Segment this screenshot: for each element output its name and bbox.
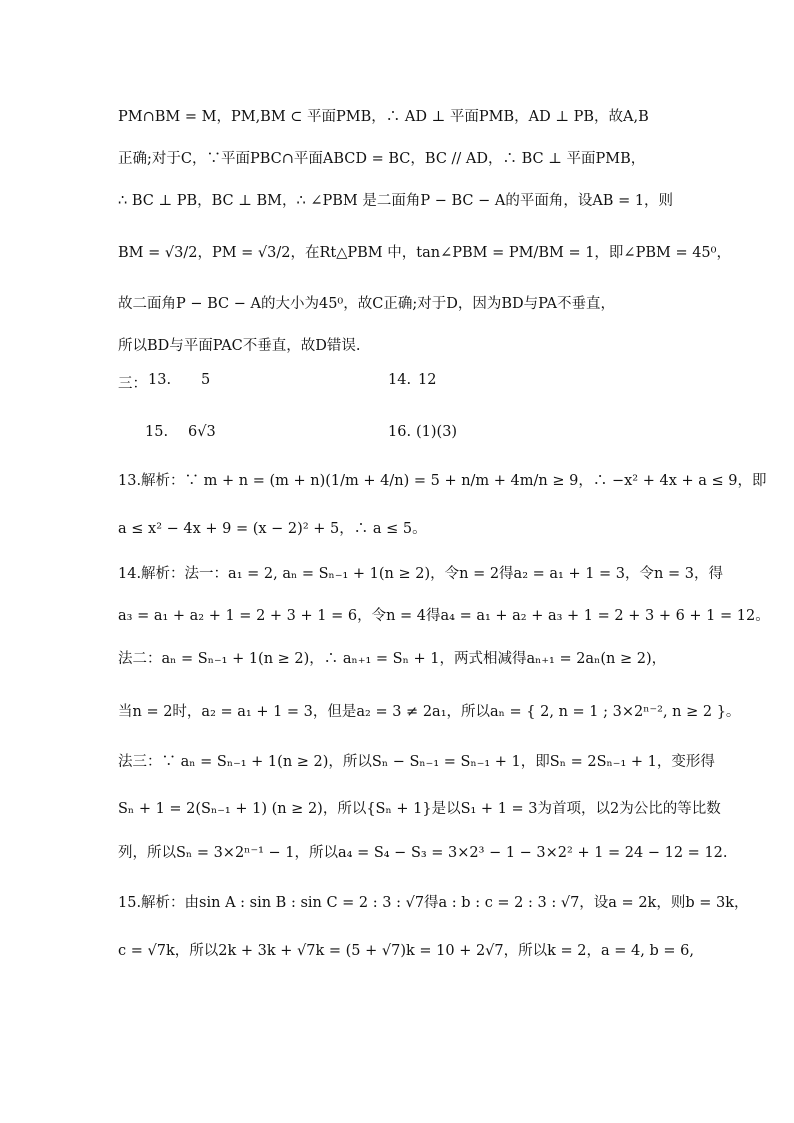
answer-14-number: 14.	[388, 372, 412, 388]
text-line-15-2: c = √7k，所以2k + 3k + √7k = (5 + √7)k = 10 + 2√7，所以k = 2，a = 4, b = 6,	[118, 943, 694, 959]
text-line-5: 故二面角P − BC − A的大小为45⁰，故C正确;对于D，因为BD与PA不垂直，	[118, 296, 616, 312]
text-line-3: ∴ BC ⊥ PB，BC ⊥ BM，∴ ∠PBM 是二面角P − BC − A的平面角，设AB = 1，则	[118, 193, 674, 209]
text-line-14-6: Sₙ + 1 = 2(Sₙ₋₁ + 1) (n ≥ 2)，所以{Sₙ + 1}是以S₁ + 1 = 3为首项，以2为公比的等比数	[118, 801, 721, 817]
answer-14-value: 12	[418, 372, 437, 388]
text-line-14-7: 列，所以Sₙ = 3×2ⁿ⁻¹ − 1，所以a₄ = S₄ − S₃ = 3×2³ − 1 − 3×2² + 1 = 24 − 12 = 12.	[118, 845, 728, 861]
answers-section-label: 三：	[118, 376, 147, 392]
text-line-4: BM = √3/2，PM = √3/2，在Rt△PBM 中，tan∠PBM = PM/BM = 1，即∠PBM = 45⁰，	[118, 245, 731, 261]
text-line-14-3: 法二：aₙ = Sₙ₋₁ + 1(n ≥ 2)，∴ aₙ₊₁ = Sₙ + 1，两式相减得aₙ₊₁ = 2aₙ(n ≥ 2)，	[118, 651, 667, 667]
text-line-13-2: a ≤ x² − 4x + 9 = (x − 2)² + 5，∴ a ≤ 5。	[118, 521, 427, 537]
answer-13-value: 5	[201, 372, 211, 388]
text-line-14-2: a₃ = a₁ + a₂ + 1 = 2 + 3 + 1 = 6，令n = 4得a₄ = a₁ + a₂ + a₃ + 1 = 2 + 3 + 6 + 1 = 12。	[118, 608, 770, 624]
text-line-2: 正确;对于C，∵平面PBC∩平面ABCD = BC，BC // AD，∴ BC ⊥ 平面PMB，	[118, 151, 646, 167]
text-line-15-1: 15.解析：由sin A : sin B : sin C = 2 : 3 : √7得a : b : c = 2 : 3 : √7，设a = 2k，则b = 3k，	[118, 895, 749, 911]
answer-15-number: 15.	[145, 424, 169, 440]
text-line-14-5: 法三：∵ aₙ = Sₙ₋₁ + 1(n ≥ 2)，所以Sₙ − Sₙ₋₁ = Sₙ₋₁ + 1，即Sₙ = 2Sₙ₋₁ + 1，变形得	[118, 754, 715, 770]
text-line-14-1: 14.解析：法一：a₁ = 2, aₙ = Sₙ₋₁ + 1(n ≥ 2)，令n = 2得a₂ = a₁ + 1 = 3，令n = 3，得	[118, 566, 723, 582]
text-line-14-4: 当n = 2时，a₂ = a₁ + 1 = 3，但是a₂ = 3 ≠ 2a₁，所以aₙ = { 2, n = 1 ; 3×2ⁿ⁻², n ≥ 2 }。	[118, 704, 741, 720]
text-line-1: PM∩BM = M，PM,BM ⊂ 平面PMB，∴ AD ⊥ 平面PMB，AD ⊥ PB，故A,B	[118, 109, 649, 125]
answer-13-number: 13.	[148, 372, 172, 388]
text-line-13-1: 13.解析：∵ m + n = (m + n)(1/m + 4/n) = 5 + n/m + 4m/n ≥ 9，∴ −x² + 4x + a ≤ 9，即	[118, 473, 767, 489]
answer-15-value: 6√3	[188, 424, 216, 440]
answer-16-number: 16.	[388, 424, 412, 440]
answer-16-value: (1)(3)	[416, 424, 458, 440]
text-line-6: 所以BD与平面PAC不垂直，故D错误.	[118, 338, 361, 354]
